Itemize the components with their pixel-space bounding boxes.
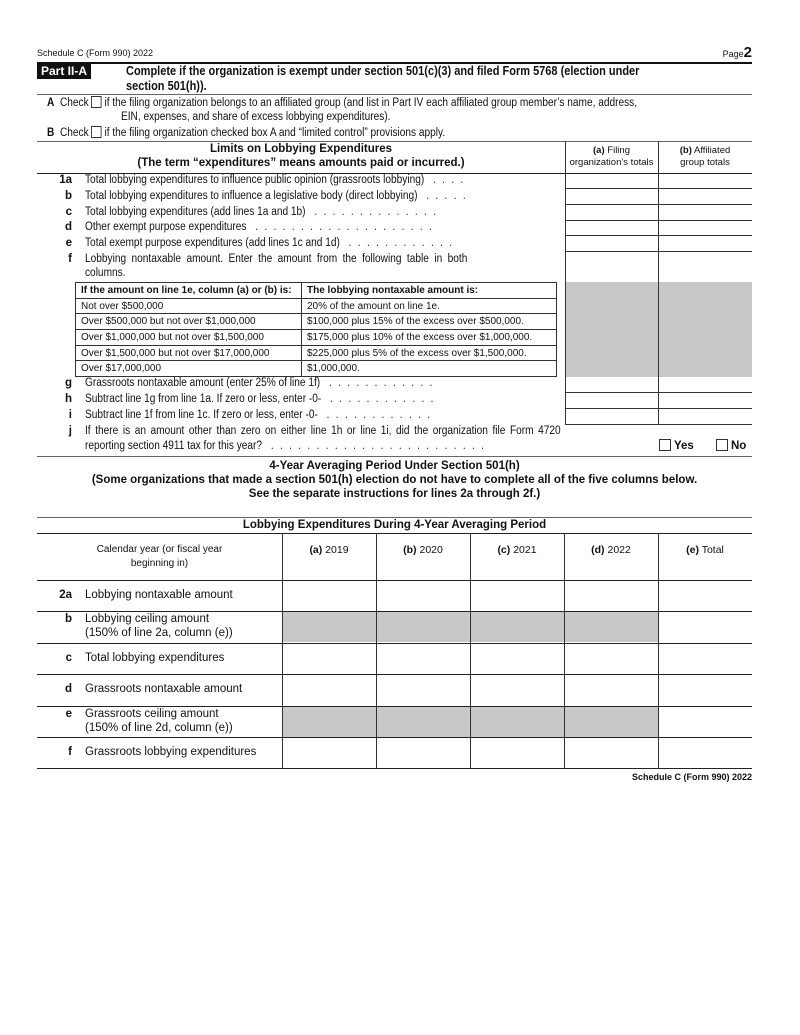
part-label: Part II-A [37, 63, 91, 79]
nontaxable-cell: $175,000 plus 10% of the excess over $1,000,000. [302, 330, 557, 346]
line-i-id: i [68, 409, 72, 421]
avg-col-letter: (b) [403, 544, 417, 556]
avg-row-b-id: b [64, 613, 72, 626]
shaded-cell [471, 612, 564, 642]
line-e-label: Total exempt purpose expenditures (add lines 1c and 1d) [85, 237, 340, 249]
avg-col-year: 2021 [513, 544, 537, 556]
col-b-header [658, 145, 752, 169]
avg-col-header-2021 [470, 544, 564, 556]
rule [37, 533, 752, 534]
nontaxable-row [76, 361, 557, 377]
shaded-cell [377, 707, 470, 737]
nontaxable-cell: $225,000 plus 5% of the excess over $1,500,000. [302, 345, 557, 361]
rule [37, 141, 752, 142]
avg-table-title: Lobbying Expenditures During 4-Year Averaging Period [242, 519, 547, 531]
nontaxable-cell: Over $1,000,000 but not over $1,500,000 [76, 330, 302, 346]
avg-col-letter: (a) [309, 544, 323, 556]
shaded-area [566, 282, 752, 377]
line-1a-col-b-input[interactable] [659, 174, 752, 189]
rule [37, 94, 752, 95]
col-a-header [565, 145, 658, 169]
line-d-label: Other exempt purpose expenditures [85, 221, 247, 233]
avg-d-input[interactable] [659, 675, 752, 705]
line-b-col-b-input[interactable] [659, 190, 752, 205]
line-b-text [85, 190, 467, 202]
avg-d-input[interactable] [565, 675, 658, 705]
form-footer-name: Schedule C (Form 990) 2022 [631, 772, 752, 782]
avg-d-input[interactable] [471, 675, 564, 705]
shaded-cell [377, 612, 470, 642]
check-b-row [47, 126, 445, 139]
form-header-name: Schedule C (Form 990) 2022 [37, 48, 154, 58]
check-b-label: Check [59, 127, 89, 139]
line-c-col-a-input[interactable] [566, 206, 658, 221]
line-h-label: Subtract line 1g from line 1a. If zero or less, enter -0- [85, 393, 322, 405]
avg-d-input[interactable] [283, 675, 376, 705]
avg-col-letter: (c) [497, 544, 511, 556]
line-f-id: f [68, 253, 72, 265]
line-d-col-b-input[interactable] [659, 221, 752, 236]
avg-row-f-id: f [68, 746, 72, 758]
line-b-col-a-input[interactable] [566, 190, 658, 205]
line-c-dots: . . . . . . . . . . . . . . [314, 206, 438, 218]
line-c-label: Total lobbying expenditures (add lines 1a and 1b) [85, 206, 306, 218]
line-i-col-b-input[interactable] [659, 409, 752, 425]
limits-title: Limits on Lobbying Expenditures [209, 143, 393, 155]
col-a-letter: (a) [593, 145, 605, 156]
yes-option[interactable] [656, 439, 694, 452]
avg-row-e-id: e [65, 707, 72, 720]
column-divider [658, 282, 659, 377]
avg-col-year: 2019 [325, 544, 349, 556]
avg-c-input[interactable] [565, 644, 658, 674]
avg-col-header-total [658, 544, 752, 556]
avg-c-input[interactable] [283, 644, 376, 674]
line-f-text [85, 253, 467, 265]
line-1a-text [85, 174, 465, 186]
avg-2a-input[interactable] [377, 581, 470, 611]
yes-checkbox[interactable] [659, 439, 671, 451]
col-b-letter: (b) [679, 145, 692, 156]
avg-row-d-label: Grassroots nontaxable amount [85, 683, 243, 696]
line-1a-label: Total lobbying expenditures to influence public opinion (grassroots lobbying) [85, 174, 425, 186]
avg-row-2a-id: 2a [59, 589, 72, 601]
no-checkbox[interactable] [716, 439, 728, 451]
avg-c-input[interactable] [471, 644, 564, 674]
avg-label-header-1: Calendar year (or fiscal year [96, 544, 223, 555]
line-b-id: b [64, 190, 72, 202]
avg-row-c-id: c [65, 651, 72, 664]
avg-row-2a-label: Lobbying nontaxable amount [85, 589, 233, 601]
line-f-text-cont: columns. [85, 267, 126, 279]
avg-f-input[interactable] [471, 738, 564, 768]
line-c-id: c [65, 206, 72, 218]
line-j-text-cont-label: reporting section 4911 tax for this year? [85, 440, 263, 452]
line-1a-dots: . . . . [433, 174, 466, 186]
part-title-line1: Complete if the organization is exempt under section 501(c)(3) and filed Form 5768 (election under [126, 64, 640, 78]
line-b-label: Total lobbying expenditures to influence a legislative body (direct lobbying) [85, 190, 418, 202]
line-j-text: If there is an amount other than zero on either line 1h or line 1i, did the organization file Form 4720 [85, 425, 561, 437]
check-b-letter: B [47, 127, 55, 139]
nontaxable-cell: Over $1,500,000 but not over $17,000,000 [76, 345, 302, 361]
avg-row-e-label-cont: (150% of line 2d, column (e)) [85, 721, 233, 734]
check-b-checkbox[interactable] [91, 126, 102, 138]
col-b-label-cont: group totals [680, 157, 730, 168]
avg-col-year: 2022 [607, 544, 631, 556]
part-title-line2: section 501(h)). [126, 79, 207, 93]
check-a-checkbox[interactable] [91, 96, 102, 108]
rule [37, 517, 752, 518]
line-g-col-b-input[interactable] [659, 377, 752, 393]
line-h-id: h [64, 393, 72, 405]
nontaxable-cell: Not over $500,000 [76, 298, 302, 314]
check-a-row [47, 96, 637, 109]
line-e-text [85, 237, 454, 249]
line-g-text [85, 377, 434, 389]
avg-row-c-label: Total lobbying expenditures [85, 651, 225, 664]
nontaxable-cell: 20% of the amount on line 1e. [302, 298, 557, 314]
avg-2a-input[interactable] [471, 581, 564, 611]
line-e-id: e [65, 237, 72, 249]
col-a-label: Filing [607, 145, 630, 156]
line-d-id: d [64, 221, 72, 233]
line-c-col-b-input[interactable] [659, 206, 752, 221]
line-f-label: Lobbying nontaxable amount. Enter the amount from the following table in both [85, 253, 468, 265]
line-1a-id: 1a [59, 174, 72, 186]
nontaxable-table [75, 282, 557, 377]
check-b-text: if the filing organization checked box A and “limited control” provisions apply. [104, 127, 446, 139]
nontaxable-row [76, 330, 557, 346]
page-indicator [723, 44, 752, 61]
avg-col-year: Total [701, 544, 724, 556]
line-e-col-b-input[interactable] [659, 237, 752, 252]
nontaxable-cell: Over $500,000 but not over $1,000,000 [76, 314, 302, 330]
limits-subtitle: (The term “expenditures” means amounts paid or incurred.) [137, 157, 465, 169]
line-e-col-a-input[interactable] [566, 237, 658, 252]
line-h-dots: . . . . . . . . . . . . [330, 393, 436, 405]
line-d-col-a-input[interactable] [566, 221, 658, 236]
line-h-col-b-input[interactable] [659, 393, 752, 409]
avg-c-input[interactable] [377, 644, 470, 674]
nontaxable-header: If the amount on line 1e, column (a) or (b) is: [76, 283, 302, 299]
avg-f-input[interactable] [565, 738, 658, 768]
line-i-label: Subtract line 1f from line 1c. If zero or less, enter -0- [85, 409, 318, 421]
avg-row-d-id: d [64, 683, 72, 696]
avg-f-input[interactable] [377, 738, 470, 768]
nontaxable-header: The lobbying nontaxable amount is: [302, 283, 557, 299]
col-a-label-cont: organization’s totals [569, 157, 654, 168]
nontaxable-cell: $1,000,000. [302, 361, 557, 377]
shaded-cell [471, 707, 564, 737]
nontaxable-cell: Over $17,000,000 [76, 361, 302, 377]
col-b-label: Affiliated [694, 145, 731, 156]
line-1a-col-a-input[interactable] [566, 174, 658, 189]
avg-col-header-2020 [376, 544, 470, 556]
line-b-dots: . . . . . [426, 190, 468, 202]
avg-f-input[interactable] [283, 738, 376, 768]
avg-col-year: 2020 [419, 544, 443, 556]
page-number: 2 [743, 44, 752, 61]
yes-label: Yes [674, 440, 694, 452]
line-g-label: Grassroots nontaxable amount (enter 25% of line 1f) [85, 377, 321, 389]
avg-2a-input[interactable] [283, 581, 376, 611]
shaded-cell [565, 707, 658, 737]
avg-2a-input[interactable] [659, 581, 752, 611]
line-i-dots: . . . . . . . . . . . . [326, 409, 432, 421]
line-i-col-a-input[interactable] [566, 409, 658, 425]
averaging-title: 4-Year Averaging Period Under Section 501(h) [269, 460, 520, 472]
shaded-cell [565, 612, 658, 642]
nontaxable-cell: $100,000 plus 15% of the excess over $500,000. [302, 314, 557, 330]
avg-col-header-2022 [564, 544, 658, 556]
nontaxable-header-row [76, 283, 557, 299]
avg-row-b-label-cont: (150% of line 2a, column (e)) [85, 627, 233, 640]
check-a-letter: A [47, 97, 55, 109]
row-divider [37, 768, 752, 769]
avg-e-total-input[interactable] [659, 707, 752, 737]
no-label: No [731, 440, 747, 452]
line-g-col-a-input[interactable] [566, 377, 658, 393]
nontaxable-row [76, 298, 557, 314]
avg-c-input[interactable] [659, 644, 752, 674]
nontaxable-row [76, 314, 557, 330]
avg-f-input[interactable] [659, 738, 752, 768]
line-h-col-a-input[interactable] [566, 393, 658, 409]
averaging-subtitle-1: (Some organizations that made a section 501(h) election do not have to complete all of the five columns below. [91, 474, 698, 486]
line-d-dots: . . . . . . . . . . . . . . . . . . . . [255, 221, 434, 233]
line-j-id: j [68, 425, 72, 437]
avg-2a-input[interactable] [565, 581, 658, 611]
check-a-label: Check [59, 97, 89, 109]
line-e-dots: . . . . . . . . . . . . [348, 237, 454, 249]
no-option[interactable] [713, 439, 746, 452]
rule [37, 456, 752, 457]
line-c-text [85, 206, 438, 218]
averaging-subtitle-2: See the separate instructions for lines 2a through 2f.) [248, 488, 541, 500]
avg-label-header-2: beginning in) [130, 558, 189, 569]
line-h-text [85, 393, 435, 405]
check-a-text: if the filing organization belongs to an affiliated group (and list in Part IV each affiliated group member’s name, address, [104, 97, 638, 109]
line-g-id: g [64, 377, 72, 389]
avg-row-e-label: Grassroots ceiling amount [85, 707, 219, 720]
line-i-text [85, 409, 432, 421]
avg-label-header [37, 543, 282, 571]
line-g-dots: . . . . . . . . . . . . [328, 377, 435, 389]
shaded-cell [283, 707, 376, 737]
avg-col-header-2019 [282, 544, 376, 556]
avg-d-input[interactable] [377, 675, 470, 705]
shaded-cell [283, 612, 376, 642]
nontaxable-row [76, 345, 557, 361]
check-a-text-cont: EIN, expenses, and share of excess lobbying expenditures). [121, 111, 391, 123]
avg-col-letter: (e) [686, 544, 699, 556]
line-j-text-cont [85, 440, 486, 452]
page-label: Page [722, 49, 744, 59]
line-d-text [85, 221, 434, 233]
avg-row-f-label: Grassroots lobbying expenditures [85, 746, 257, 758]
line-j-dots: . . . . . . . . . . . . . . . . . . . . . . . . [270, 440, 486, 452]
avg-col-letter: (d) [591, 544, 605, 556]
avg-row-b-label: Lobbying ceiling amount [85, 613, 210, 626]
avg-b-total-input[interactable] [659, 612, 752, 642]
